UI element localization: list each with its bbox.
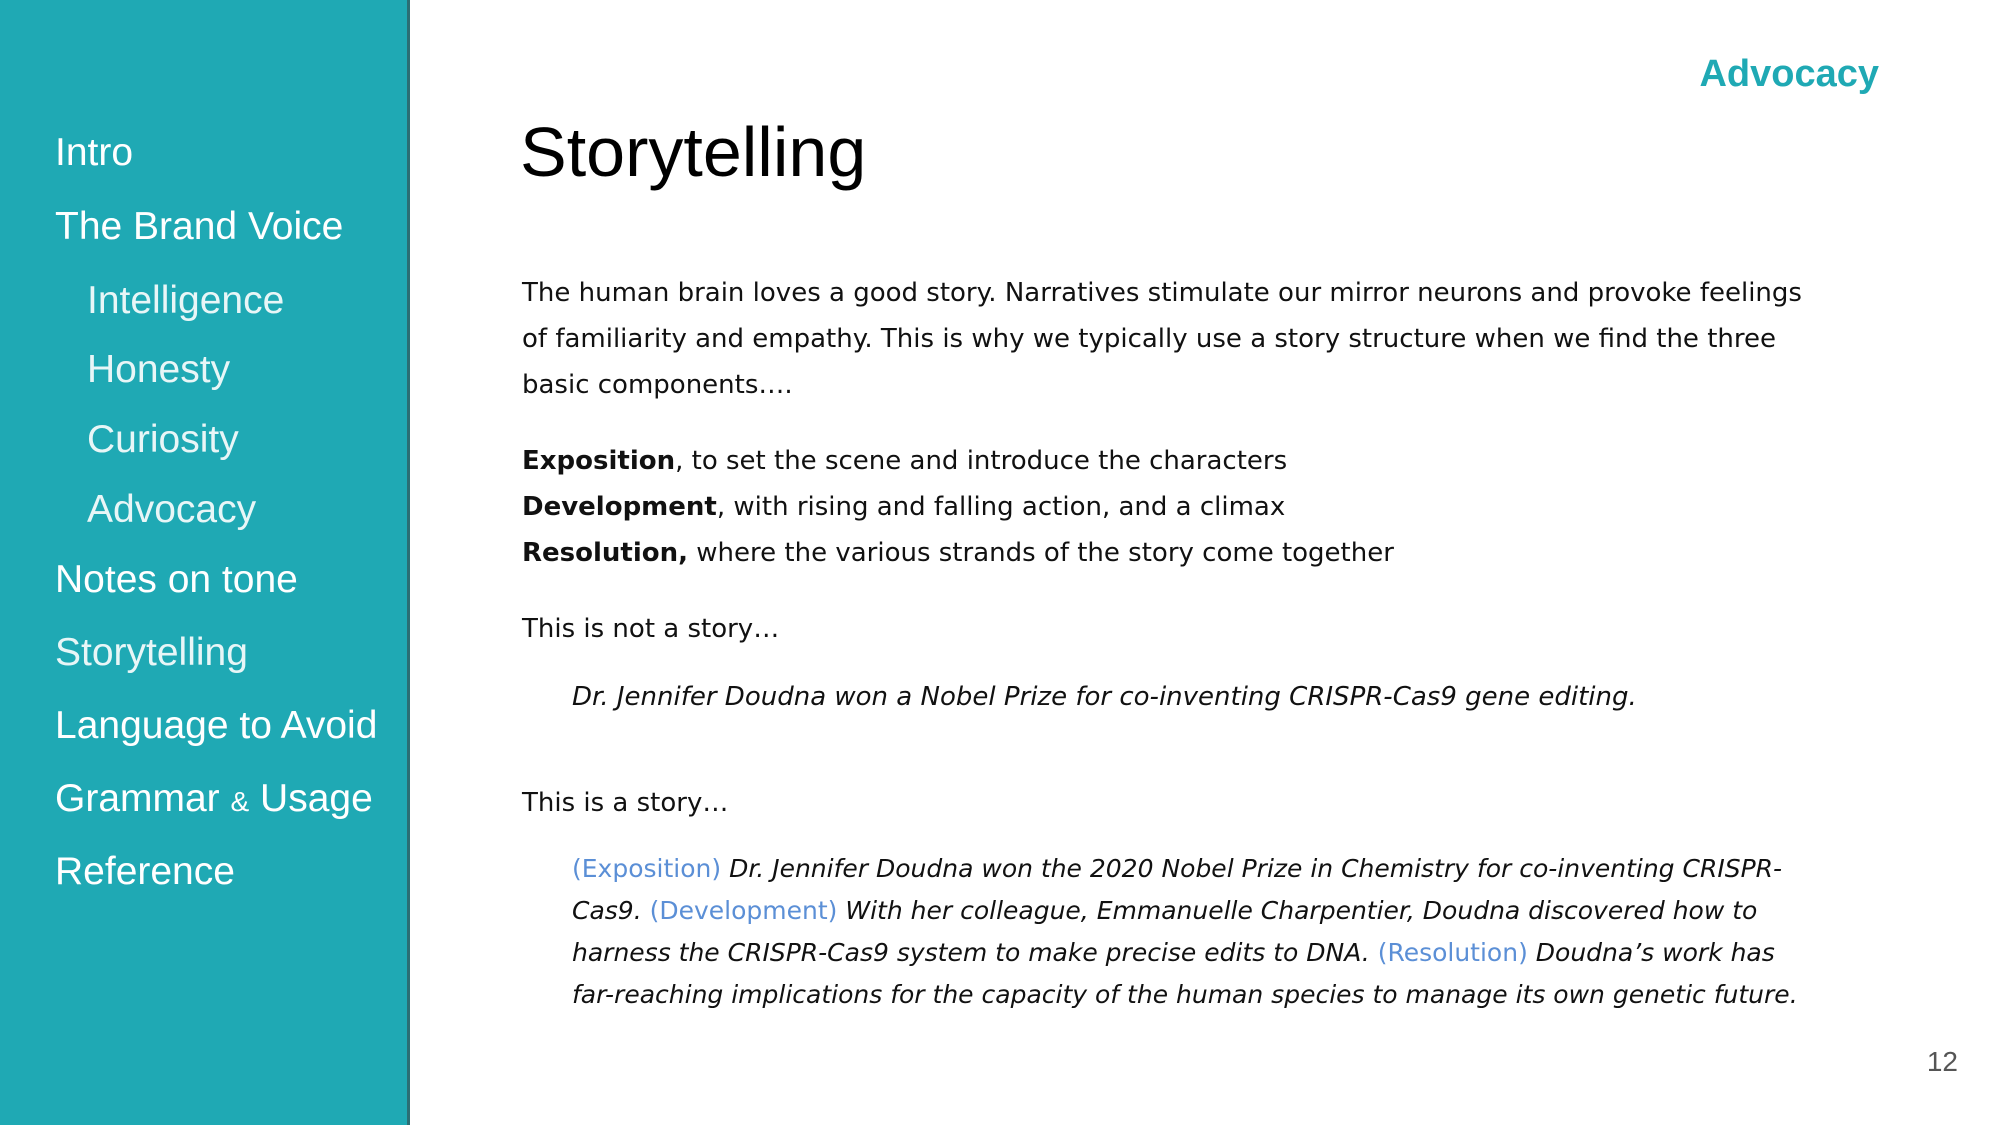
page-title: Storytelling [520,113,867,191]
main-content [522,270,1812,1016]
nav-item-ampersand: & [230,786,250,817]
component-resolution [522,530,1812,576]
story-text: Doudna’s work has far-reaching implications for the capacity of the human species to manage its own genetic future. [572,938,1798,1009]
nav-item-notes-on-tone[interactable]: Notes on tone [55,558,298,601]
nav-item-usage-label: Usage [260,777,373,820]
section-label: Advocacy [1699,53,1879,95]
component-development [522,484,1812,530]
nav-item-reference[interactable]: Reference [55,850,235,893]
story-text: Dr. Jennifer Doudna won the 2020 Nobel Prize in Chemistry for co-inventing CRISPR-Cas9. [572,854,1783,925]
sidebar-nav [0,0,410,1125]
nav-item-intelligence[interactable]: Intelligence [87,279,285,322]
components-list [522,438,1812,576]
nav-item-storytelling[interactable]: Storytelling [55,631,248,674]
component-term: Exposition [522,446,676,476]
not-story-example: Dr. Jennifer Doudna won a Nobel Prize for co-inventing CRISPR-Cas9 gene editing. [572,682,1637,712]
nav-item-language-to-avoid[interactable]: Language to Avoid [55,704,378,747]
page-number: 12 [1926,1046,1958,1077]
nav-item-grammar-usage[interactable] [55,779,373,818]
not-story-label: This is not a story… [522,614,780,644]
story-tag-exposition: (Exposition) [572,854,722,883]
nav-item-advocacy[interactable]: Advocacy [87,488,257,531]
nav-item-honesty[interactable]: Honesty [87,348,231,391]
nav-item-intro[interactable]: Intro [55,131,134,174]
component-term: Development [522,492,717,522]
story-example [572,848,1822,1016]
component-desc: , with rising and falling action, and a climax [716,492,1286,522]
nav-item-brand-voice[interactable]: The Brand Voice [55,205,344,248]
component-exposition [522,438,1812,484]
nav-item-curiosity[interactable]: Curiosity [87,418,239,461]
story-tag-resolution: (Resolution) [1377,938,1528,967]
component-desc: , to set the scene and introduce the characters [675,446,1288,476]
component-desc: where the various strands of the story come together [688,538,1394,568]
story-tag-development: (Development) [649,896,838,925]
story-label: This is a story… [522,788,729,818]
nav-item-grammar-label: Grammar [55,777,220,820]
component-term: Resolution, [522,538,689,568]
story-text: With her colleague, Emmanuelle Charpentier, Doudna discovered how to harness the CRISPR-Cas9 system to make precise edits to DNA. [572,896,1758,967]
intro-paragraph: The human brain loves a good story. Narratives stimulate our mirror neurons and provoke feelings of familiarity and empathy. This is why we typically use a story structure when we find the three basic components…. [522,278,1802,400]
